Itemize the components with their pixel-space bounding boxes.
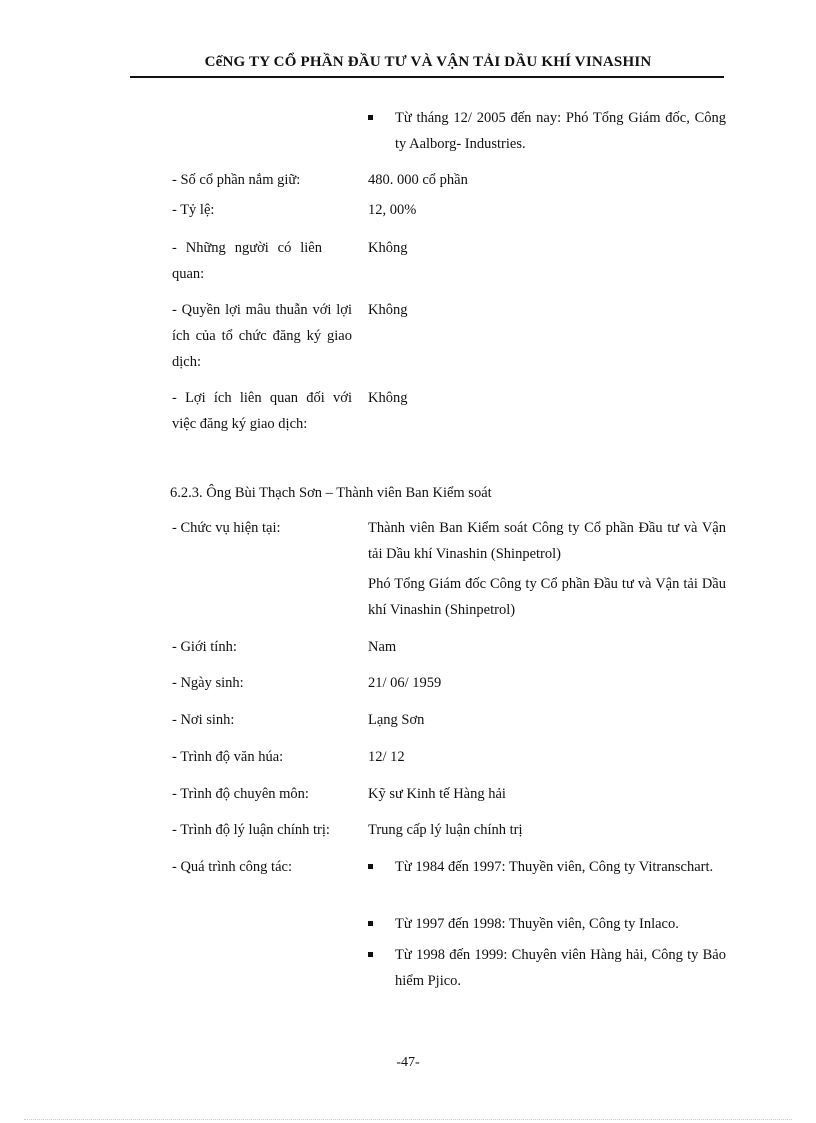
field-label: - Quá trình công tác: xyxy=(172,859,292,875)
work-history-item xyxy=(368,105,726,157)
field-value: Không xyxy=(368,390,408,406)
bullet-icon xyxy=(368,952,373,957)
section-heading: 6.2.3. Ông Bùi Thạch Sơn – Thành viên Ban Kiểm soát xyxy=(170,485,492,501)
field-label: - Số cổ phần nắm giữ: xyxy=(172,172,301,188)
work-history-text: Từ tháng 12/ 2005 đến nay: Phó Tổng Giám đốc, Công ty Aalborg- Industries. xyxy=(395,110,726,152)
field-label: - Nơi sinh: xyxy=(172,712,235,728)
work-history-item xyxy=(368,911,726,937)
field-value: Thành viên Ban Kiểm soát Công ty Cổ phần Đầu tư và Vận tải Dầu khí Vinashin (Shinpetrol) xyxy=(368,520,726,562)
field-label: - Ngày sinh: xyxy=(172,675,244,691)
work-history-text: Từ 1984 đến 1997: Thuyền viên, Công ty Vitranschart. xyxy=(395,859,714,875)
page-number: -47- xyxy=(396,1055,420,1070)
field-value: Lạng Sơn xyxy=(368,712,425,728)
field-value: 21/ 06/ 1959 xyxy=(368,675,442,691)
field-label: - Trình độ văn húa: xyxy=(172,749,284,765)
bullet-icon xyxy=(368,864,373,869)
work-history-item xyxy=(368,854,726,906)
field-value: Trung cấp lý luận chính trị xyxy=(368,822,523,838)
field-label: - Trình độ chuyên môn: xyxy=(172,786,309,802)
field-label: - Chức vụ hiện tại: xyxy=(172,520,281,536)
field-label: - Trình độ lý luận chính trị: xyxy=(172,822,330,838)
field-label: - Những người có liên quan: xyxy=(172,240,322,282)
field-value: 12/ 12 xyxy=(368,749,405,765)
work-history-text: Từ 1998 đến 1999: Chuyên viên Hàng hải, Công ty Bảo hiểm Pjico. xyxy=(395,947,726,989)
field-value: Phó Tổng Giám đốc Công ty Cổ phần Đầu tư và Vận tải Dầu khí Vinashin (Shinpetrol) xyxy=(368,576,726,618)
field-value: 480. 000 cổ phần xyxy=(368,172,468,188)
header-divider xyxy=(130,76,724,78)
field-label: - Giới tính: xyxy=(172,639,237,655)
field-value: 12, 00% xyxy=(368,202,417,218)
field-label: - Lợi ích liên quan đối với việc đăng ký giao dịch: xyxy=(172,390,352,432)
field-label: - Tỷ lệ: xyxy=(172,202,215,218)
field-label: - Quyền lợi mâu thuẫn với lợi ích của tổ chức đăng ký giao dịch: xyxy=(172,302,352,370)
work-history-text: Từ 1997 đến 1998: Thuyền viên, Công ty Inlaco. xyxy=(395,916,679,932)
field-value: Kỹ sư Kinh tế Hàng hải xyxy=(368,786,506,802)
page-header-title: CếNG TY CỔ PHẦN ĐẦU TƯ VÀ VẬN TẢI DẦU KHÍ VINASHIN xyxy=(204,54,652,70)
work-history-item xyxy=(368,942,726,994)
bullet-icon xyxy=(368,921,373,926)
footer-dotted-line xyxy=(24,1119,792,1120)
bullet-icon xyxy=(368,115,373,120)
field-value: Không xyxy=(368,240,408,256)
field-value: Không xyxy=(368,302,408,318)
field-value: Nam xyxy=(368,639,397,655)
